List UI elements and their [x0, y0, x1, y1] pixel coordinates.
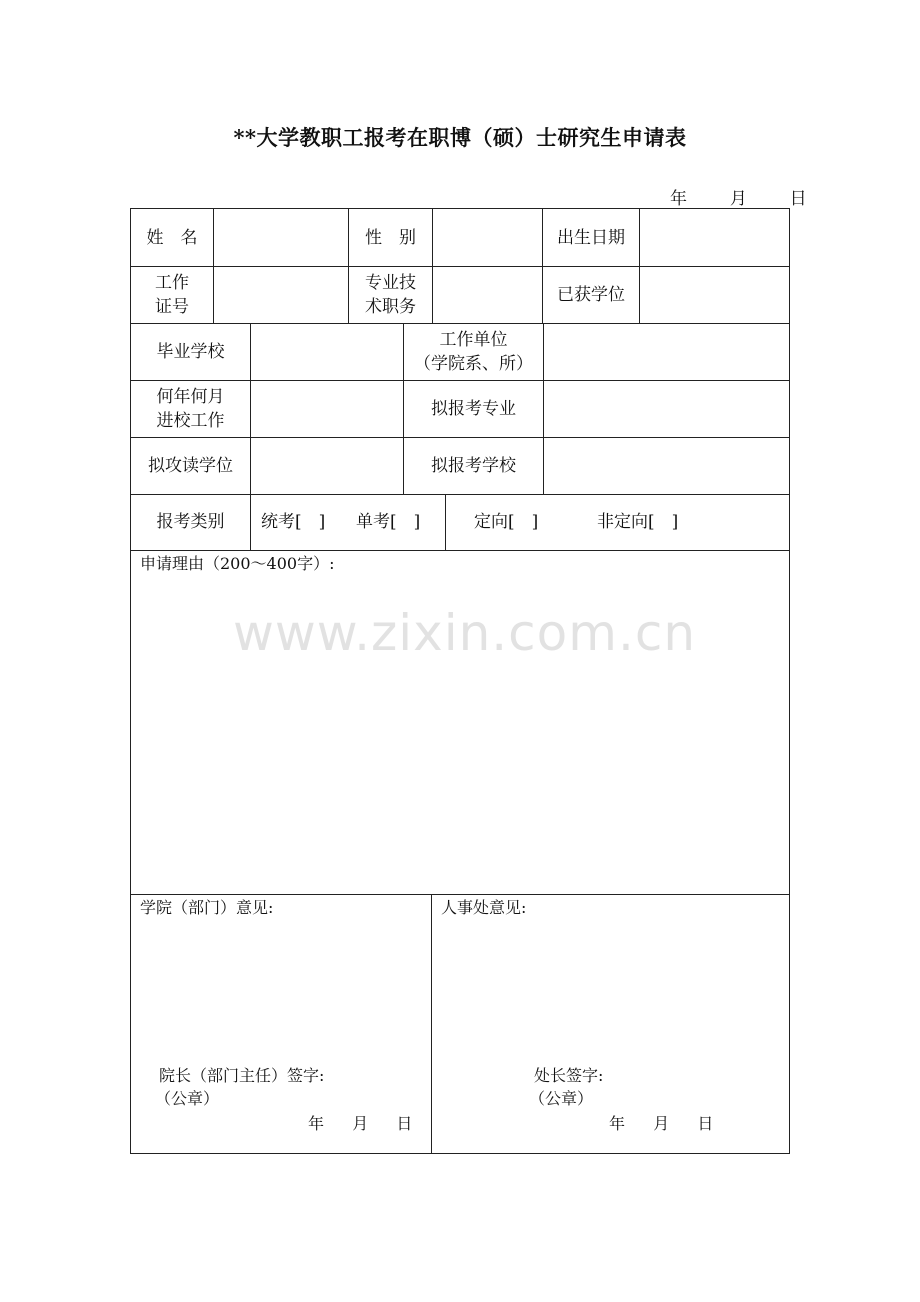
exam-option-unified[interactable]: 统考[ ] — [261, 512, 326, 532]
join-date-label — [131, 380, 250, 437]
intended-school-label: 拟报考学校 — [431, 455, 516, 476]
hr-sign-label: 处长签字: — [534, 1066, 604, 1085]
professional-title-field[interactable] — [433, 266, 542, 323]
college-opinion-label: 学院（部门）意见: — [140, 898, 274, 917]
intended-degree-field[interactable] — [251, 437, 403, 494]
intended-degree-label: 拟攻读学位 — [148, 455, 233, 476]
watermark: www.zixin.com.cn — [233, 604, 697, 662]
name-label: 姓 名 — [146, 227, 198, 248]
join-date-label-line1: 何年何月 — [156, 386, 225, 407]
work-id-label-line1: 工作 — [155, 272, 189, 293]
join-date-label-line2: 进校工作 — [156, 410, 225, 431]
name-field[interactable] — [214, 209, 348, 266]
gender-field[interactable] — [433, 209, 542, 266]
intended-major-field[interactable] — [544, 380, 790, 437]
birthdate-field[interactable] — [640, 209, 790, 266]
school-label: 毕业学校 — [156, 341, 225, 362]
professional-title-label-line1: 专业技 — [365, 272, 416, 293]
college-opinion-field[interactable] — [132, 921, 430, 1061]
work-id-label — [131, 266, 213, 323]
work-id-label-line2: 证号 — [155, 296, 189, 317]
hr-date-year: 年 — [609, 1114, 626, 1133]
professional-title-label — [349, 266, 432, 323]
college-seal: （公章） — [155, 1089, 220, 1108]
hr-opinion-field[interactable] — [433, 921, 789, 1061]
work-unit-label — [404, 323, 543, 380]
exam-option-non-directed[interactable]: 非定向[ ] — [597, 512, 679, 532]
join-date-field[interactable] — [251, 380, 403, 437]
header-month: 月 — [729, 189, 747, 209]
intended-major-label: 拟报考专业 — [431, 398, 516, 419]
work-unit-label-line1: 工作单位 — [439, 329, 508, 350]
birthdate-label: 出生日期 — [557, 227, 625, 248]
exam-type-label: 报考类别 — [156, 512, 225, 532]
college-date — [308, 1113, 412, 1135]
college-date-day: 日 — [396, 1114, 413, 1133]
professional-title-label-line2: 术职务 — [365, 296, 416, 317]
work-unit-field[interactable] — [544, 323, 790, 380]
exam-option-single[interactable]: 单考[ ] — [356, 512, 421, 532]
hr-date-day: 日 — [697, 1114, 714, 1133]
exam-option-directed[interactable]: 定向[ ] — [474, 512, 539, 532]
header-date — [670, 184, 807, 209]
work-id-field[interactable] — [214, 266, 348, 323]
degree-label: 已获学位 — [557, 284, 625, 305]
school-field[interactable] — [251, 323, 403, 380]
work-unit-label-line2: （学院系、所） — [414, 353, 533, 374]
degree-field[interactable] — [640, 266, 790, 323]
college-date-month: 月 — [352, 1114, 369, 1133]
application-form — [130, 208, 790, 1154]
header-day: 日 — [789, 189, 807, 209]
hr-seal: （公章） — [529, 1089, 594, 1108]
reason-label: 申请理由（200～400字）: — [140, 554, 335, 573]
gender-label: 性 别 — [365, 227, 416, 248]
form-title: **大学教职工报考在职博（硕）士研究生申请表 — [233, 125, 687, 150]
hr-opinion-label: 人事处意见: — [441, 898, 527, 917]
intended-school-field[interactable] — [544, 437, 790, 494]
college-sign-label: 院长（部门主任）签字: — [159, 1066, 325, 1085]
hr-date-month: 月 — [653, 1114, 670, 1133]
header-year: 年 — [670, 189, 687, 209]
college-date-year: 年 — [308, 1114, 325, 1133]
hr-date — [609, 1113, 713, 1135]
